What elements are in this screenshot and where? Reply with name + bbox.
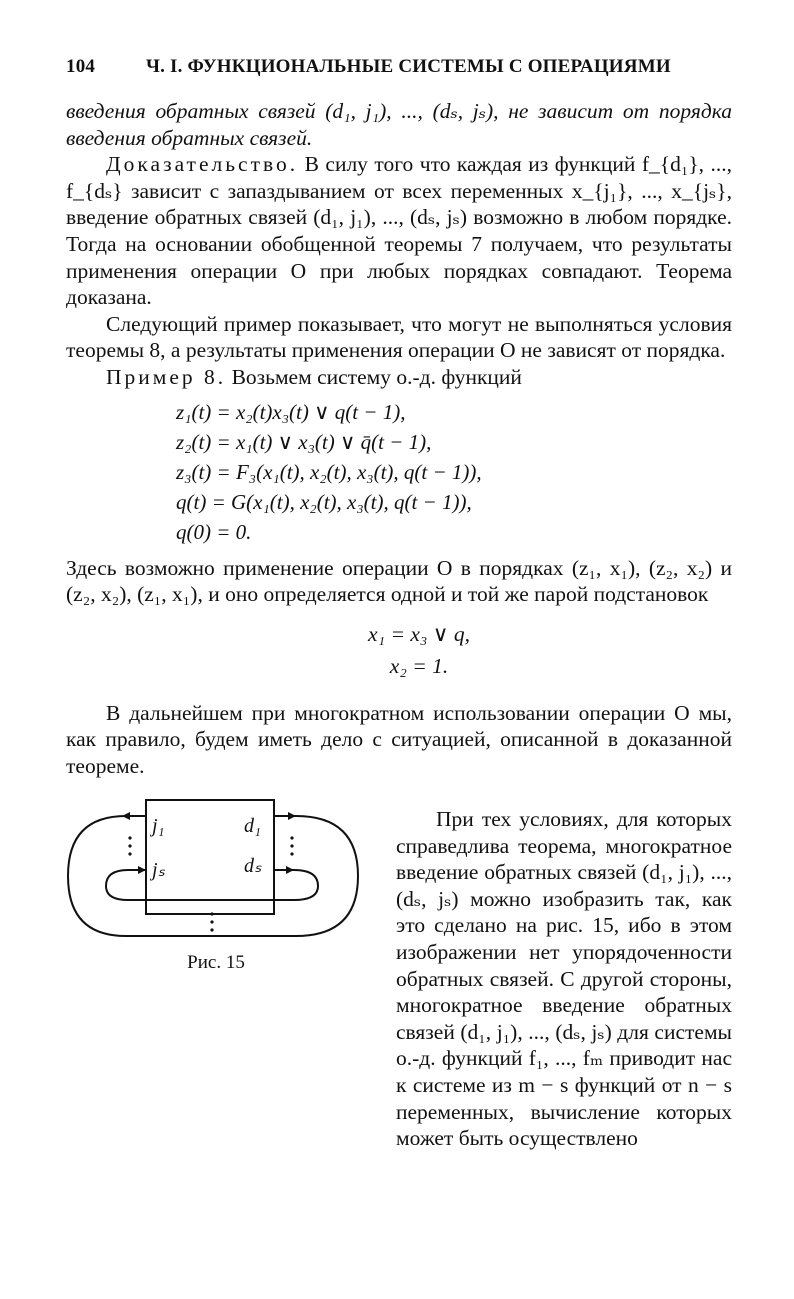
example-lead: Пример 8.	[106, 364, 227, 389]
body-text	[66, 98, 732, 1152]
substitution-block	[106, 618, 732, 682]
ellipsis-dots	[128, 836, 293, 931]
label-d1: d₁	[244, 814, 261, 837]
example-paragraph	[66, 364, 732, 391]
label-js: jₛ	[152, 858, 166, 881]
proof-paragraph	[66, 151, 732, 311]
formula-z3: z₃(t) = F₃(x₁(t), x₂(t), x₃(t), q(t − 1)),	[176, 459, 482, 484]
substitution-x1: x₁ = x₃ ∨ q,	[368, 621, 470, 646]
paragraph-here: Здесь возможно применение операции O в порядках (z₁, x₁), (z₂, x₂) и (z₂, x₂), (z₁, x₁), и оно определяется одной и той же парой подстановок	[66, 555, 732, 607]
chapter-title: Ч. I. ФУНКЦИОНАЛЬНЫЕ СИСТЕМЫ С ОПЕРАЦИЯМИ	[146, 56, 671, 77]
substitution-x2: x₂ = 1.	[389, 653, 449, 678]
formula-z1: z₁(t) = x₂(t)x₃(t) ∨ q(t − 1),	[176, 399, 406, 424]
figure-caption: Рис. 15	[187, 951, 245, 973]
formula-z2: z₂(t) = x₁(t) ∨ x₃(t) ∨ q̄(t − 1),	[176, 429, 432, 454]
proof-lead: Доказательство.	[106, 152, 299, 177]
feedback-diagram	[66, 786, 366, 946]
formula-block	[176, 397, 732, 547]
figure-15	[66, 786, 386, 977]
page-number: 104	[66, 56, 96, 77]
paragraph-conditions: При тех условиях, для которых справедлива теорема, многократное введение обратных связей (d₁, j₁), ..., (dₛ, jₛ) можно изобразить так, как это сделано на рис. 15, ибо в этом изображении нет упорядоченности обратных связей. С другой стороны, многократное введение обратных связей (d₁, j₁), ..., (dₛ, jₛ) для системы о.-д. функций f₁, ..., fₘ приводит нас к системе из m − s функций от n − s переменных, вычисление которых может быть осуществлено	[396, 807, 732, 1151]
label-ds: dₛ	[244, 854, 262, 877]
formula-q: q(t) = G(x₁(t), x₂(t), x₃(t), q(t − 1)),	[176, 489, 472, 514]
label-j1: j₁	[152, 814, 165, 837]
running-head	[66, 56, 732, 78]
theorem-tail: введения обратных связей (d₁, j₁), ..., (dₛ, jₛ), не зависит от порядка введения обратных связей.	[66, 99, 732, 150]
example-text: Возьмем систему о.-д. функций	[231, 364, 522, 389]
formula-q0: q(0) = 0.	[176, 519, 252, 544]
inner-feedback-loop	[106, 870, 318, 900]
arrowheads	[122, 812, 296, 874]
paragraph-further: В дальнейшем при многократном использовании операции O мы, как правило, будем иметь дело с ситуацией, описанной в доказанной теореме.	[66, 700, 732, 778]
proof-text: В силу того что каждая из функций f_{d₁}, ..., f_{dₛ} зависит с запаздыванием от всех переменных x_{j₁}, ..., x_{jₛ}, введение обратных связей (d₁, j₁), ..., (dₛ, jₛ) возможно в любом порядке. Тогда на основании обобщенной теоремы 7 получаем, что результаты применения операции O при любых порядках совпадают. Теорема доказана.	[66, 152, 732, 310]
paragraph-next-example: Следующий пример показывает, что могут не выполняться условия теоремы 8, а результаты применения операции O не зависят от порядка.	[66, 311, 732, 363]
